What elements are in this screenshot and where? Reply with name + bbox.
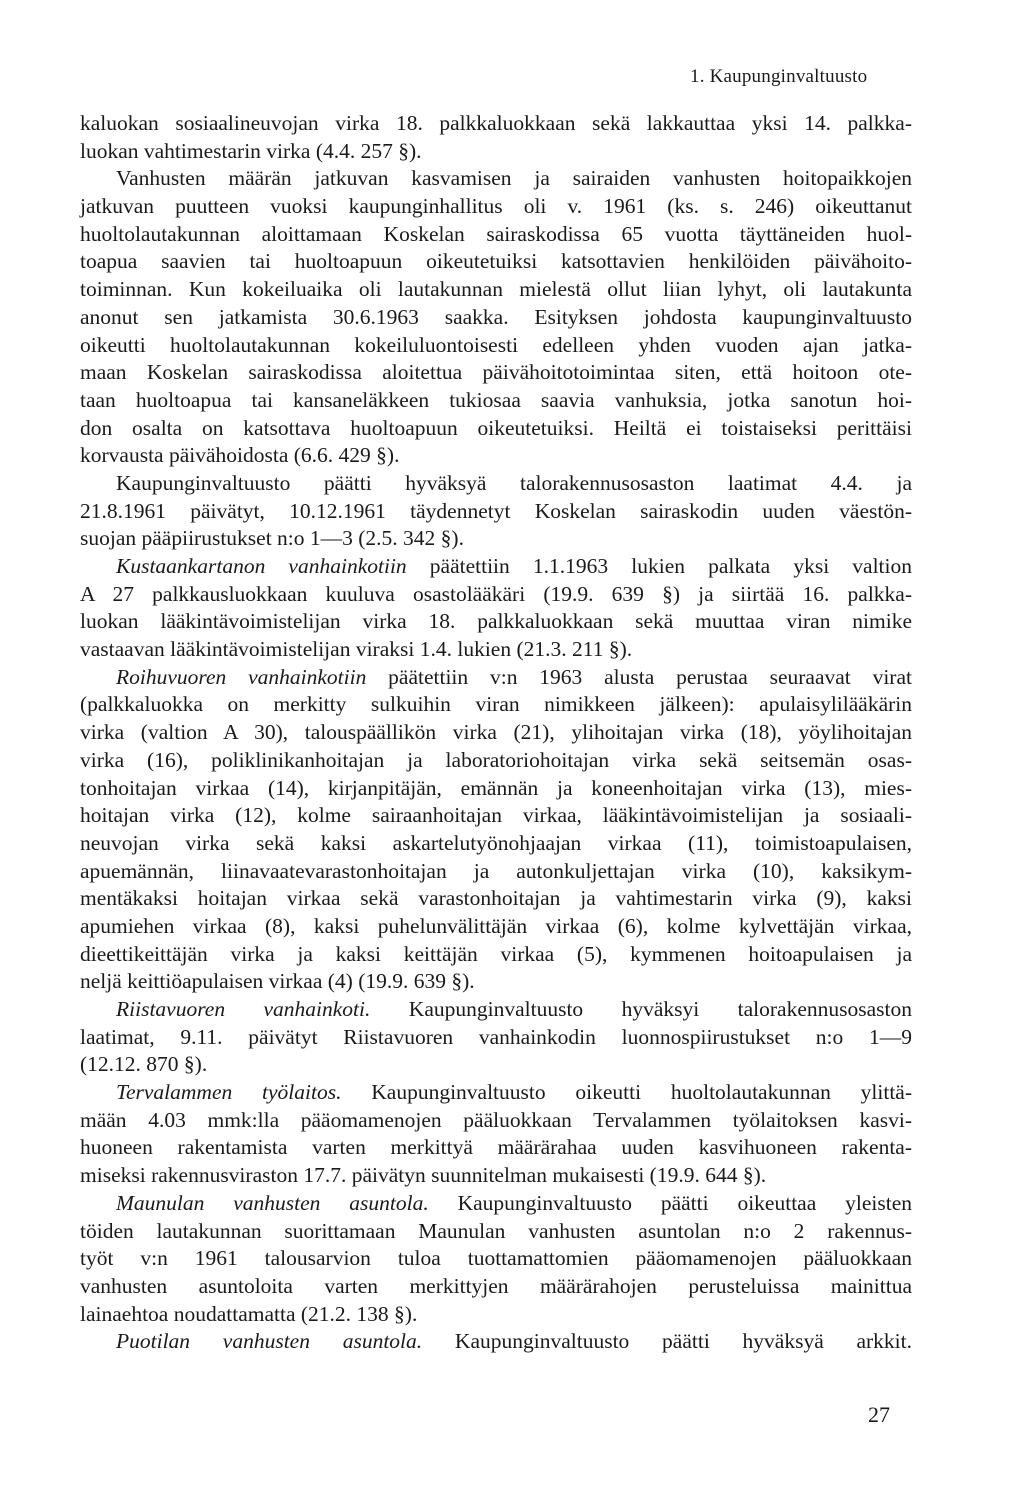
page-number: 27 bbox=[868, 1402, 890, 1427]
text-line: toiminnan. Kun kokeiluaika oli lautakunnan mielestä ollut liian lyhyt, oli lautakunta bbox=[80, 277, 912, 302]
text-line: lainaehtoa noudattamatta (21.2. 138 §). bbox=[80, 1301, 418, 1326]
section-heading: Puotilan vanhusten asuntola. bbox=[116, 1329, 423, 1354]
section-heading: Maunulan vanhusten asuntola. bbox=[116, 1190, 429, 1215]
text-line: toapua saavien tai huoltoapuun oikeutetuiksi katsottavien henkilöiden päivähoito- bbox=[80, 249, 912, 274]
text-line: mentäkaksi hoitajan virkaa sekä varastonhoitajan ja vahtimestarin virka (9), kaksi bbox=[80, 886, 912, 911]
text-line: neuvojan virka sekä kaksi askartelutyönohjaajan virkaa (11), toimistoapulaisen, bbox=[80, 830, 912, 855]
text-line: luokan vahtimestarin virka (4.4. 257 §). bbox=[80, 138, 422, 163]
paragraph bbox=[80, 1079, 912, 1190]
text-line: (palkkaluokka on merkitty sulkuihin viran nimikkeen jälkeen): apulaisylilääkärin bbox=[80, 692, 912, 717]
text-line: tonhoitajan virkaa (14), kirjanpitäjän, emännän ja koneenhoitajan virka (13), mies- bbox=[80, 775, 912, 800]
section-heading: Riistavuoren vanhainkoti. bbox=[116, 997, 371, 1021]
text-span: Kaupunginvaltuusto hyväksyi talorakennusosaston bbox=[370, 997, 912, 1021]
paragraph bbox=[80, 1328, 912, 1356]
text-line: huoneen rakentamista varten merkittyä määrärahaa uuden kasvihuoneen rakenta- bbox=[80, 1135, 912, 1160]
text-line bbox=[80, 553, 912, 581]
text-line: Vanhusten määrän jatkuvan kasvamisen ja sairaiden vanhusten hoitopaikkojen bbox=[116, 166, 912, 191]
text-line: töiden lautakunnan suorittamaan Maunulan vanhusten asuntolan n:o 2 rakennus- bbox=[80, 1218, 912, 1243]
text-line: virka (16), poliklinikanhoitajan ja laboratoriohoitajan virka sekä seitsemän osas- bbox=[80, 747, 912, 772]
running-header: 1. Kaupunginvaltuusto bbox=[690, 66, 868, 87]
text-span: Kaupunginvaltuusto päätti oikeuttaa yleisten bbox=[428, 1190, 912, 1215]
text-span: päätettiin v:n 1963 alusta perustaa seuraavat virat bbox=[366, 664, 912, 689]
paragraph bbox=[80, 1190, 912, 1328]
text-line: don osalta on katsottava huoltoapuun oikeutetuiksi. Heiltä ei toistaiseksi perittäisi bbox=[80, 415, 912, 440]
text-span: Kaupunginvaltuusto oikeutti huoltolautakunnan ylittä- bbox=[341, 1080, 912, 1105]
text-line: anonut sen jatkamista 30.6.1963 saakka. Esityksen johdosta kaupunginvaltuusto bbox=[80, 304, 912, 329]
text-line: oikeutti huoltolautakunnan kokeiluluontoisesti edelleen yhden vuoden ajan jatka- bbox=[80, 332, 912, 357]
text-span: Kaupunginvaltuusto päätti hyväksyä arkkit. bbox=[422, 1329, 913, 1354]
text-span: päätettiin 1.1.1963 lukien palkata yksi valtion bbox=[406, 554, 912, 578]
text-line: luokan lääkintävoimistelijan virka 18. palkkaluokkaan sekä muuttaa viran nimike bbox=[80, 609, 912, 634]
text-line: huoltolautakunnan aloittamaan Koskelan sairaskodissa 65 vuotta täyttäneiden huol- bbox=[80, 221, 912, 246]
paragraph bbox=[80, 996, 912, 1079]
text-line: apuemännän, liinavaatevarastonhoitajan ja autonkuljettajan virka (10), kaksikym- bbox=[80, 858, 912, 883]
paragraph bbox=[80, 165, 912, 470]
text-line: virka (valtion A 30), talouspäällikön virka (21), ylihoitajan virka (18), yöylihoitajan bbox=[80, 720, 912, 745]
paragraph bbox=[80, 664, 912, 996]
text-line: vanhusten asuntoloita varten merkittyjen määrärahojen perusteluissa mainittua bbox=[80, 1273, 912, 1298]
paragraph bbox=[80, 553, 912, 664]
section-heading: Roihuvuoren vanhainkotiin bbox=[116, 664, 367, 689]
text-line: laatimat, 9.11. päivätyt Riistavuoren vanhainkodin luonnospiirustukset n:o 1—9 bbox=[80, 1024, 912, 1049]
text-line: työt v:n 1961 talousarvion tuloa tuottamattomien pääomamenojen pääluokkaan bbox=[80, 1246, 912, 1271]
paragraph bbox=[80, 110, 912, 165]
text-line bbox=[80, 664, 912, 692]
text-line: maan Koskelan sairaskodissa aloitettua päivähoitotoimintaa siten, että hoitoon ote- bbox=[80, 360, 912, 385]
section-heading: Kustaankartanon vanhainkotiin bbox=[116, 554, 407, 578]
section-heading: Tervalammen työlaitos. bbox=[116, 1080, 342, 1105]
text-line: neljä keittiöapulaisen virkaa (4) (19.9. 639 §). bbox=[80, 969, 475, 994]
text-line: (12.12. 870 §). bbox=[80, 1052, 208, 1077]
text-line: suojan pääpiirustukset n:o 1—3 (2.5. 342 §). bbox=[80, 526, 464, 551]
document-body bbox=[80, 110, 912, 1356]
text-line: jatkuvan puutteen vuoksi kaupunginhallitus oli v. 1961 (ks. s. 246) oikeuttanut bbox=[80, 194, 912, 219]
text-line: korvausta päivähoidosta (6.6. 429 §). bbox=[80, 443, 400, 468]
text-line bbox=[80, 1079, 912, 1107]
text-line: kaluokan sosiaalineuvojan virka 18. palkkaluokkaan sekä lakkauttaa yksi 14. palkka- bbox=[80, 111, 912, 135]
text-line: Kaupunginvaltuusto päätti hyväksyä talorakennusosaston laatimat 4.4. ja bbox=[116, 470, 912, 495]
text-line: taan huoltoapua tai kansaneläkkeen tukiosaa saavia vanhuksia, jotka sanotun hoi- bbox=[80, 387, 912, 412]
text-line bbox=[80, 1190, 912, 1218]
text-line: dieettikeittäjän virka ja kaksi keittäjän virkaa (5), kymmenen hoitoapulaisen ja bbox=[80, 941, 912, 966]
text-line: vastaavan lääkintävoimistelijan viraksi 1.4. lukien (21.3. 211 §). bbox=[80, 637, 633, 662]
text-line: hoitajan virka (12), kolme sairaanhoitajan virkaa, lääkintävoimistelijan ja sosiaali- bbox=[80, 803, 912, 828]
paragraph bbox=[80, 470, 912, 553]
text-line bbox=[80, 1328, 912, 1356]
text-line: miseksi rakennusviraston 17.7. päivätyn suunnitelman mukaisesti (19.9. 644 §). bbox=[80, 1163, 767, 1188]
text-line: 21.8.1961 päivätyt, 10.12.1961 täydennetyt Koskelan sairaskodin uuden väestön- bbox=[80, 498, 912, 523]
text-line: mään 4.03 mmk:lla pääomamenojen pääluokkaan Tervalammen työlaitoksen kasvi- bbox=[80, 1107, 912, 1132]
text-line: A 27 palkkausluokkaan kuuluva osastolääkäri (19.9. 639 §) ja siirtää 16. palkka- bbox=[80, 581, 912, 606]
text-line bbox=[80, 996, 912, 1024]
text-line: apumiehen virkaa (8), kaksi puhelunvälittäjän virkaa (6), kolme kylvettäjän virkaa, bbox=[80, 913, 912, 938]
